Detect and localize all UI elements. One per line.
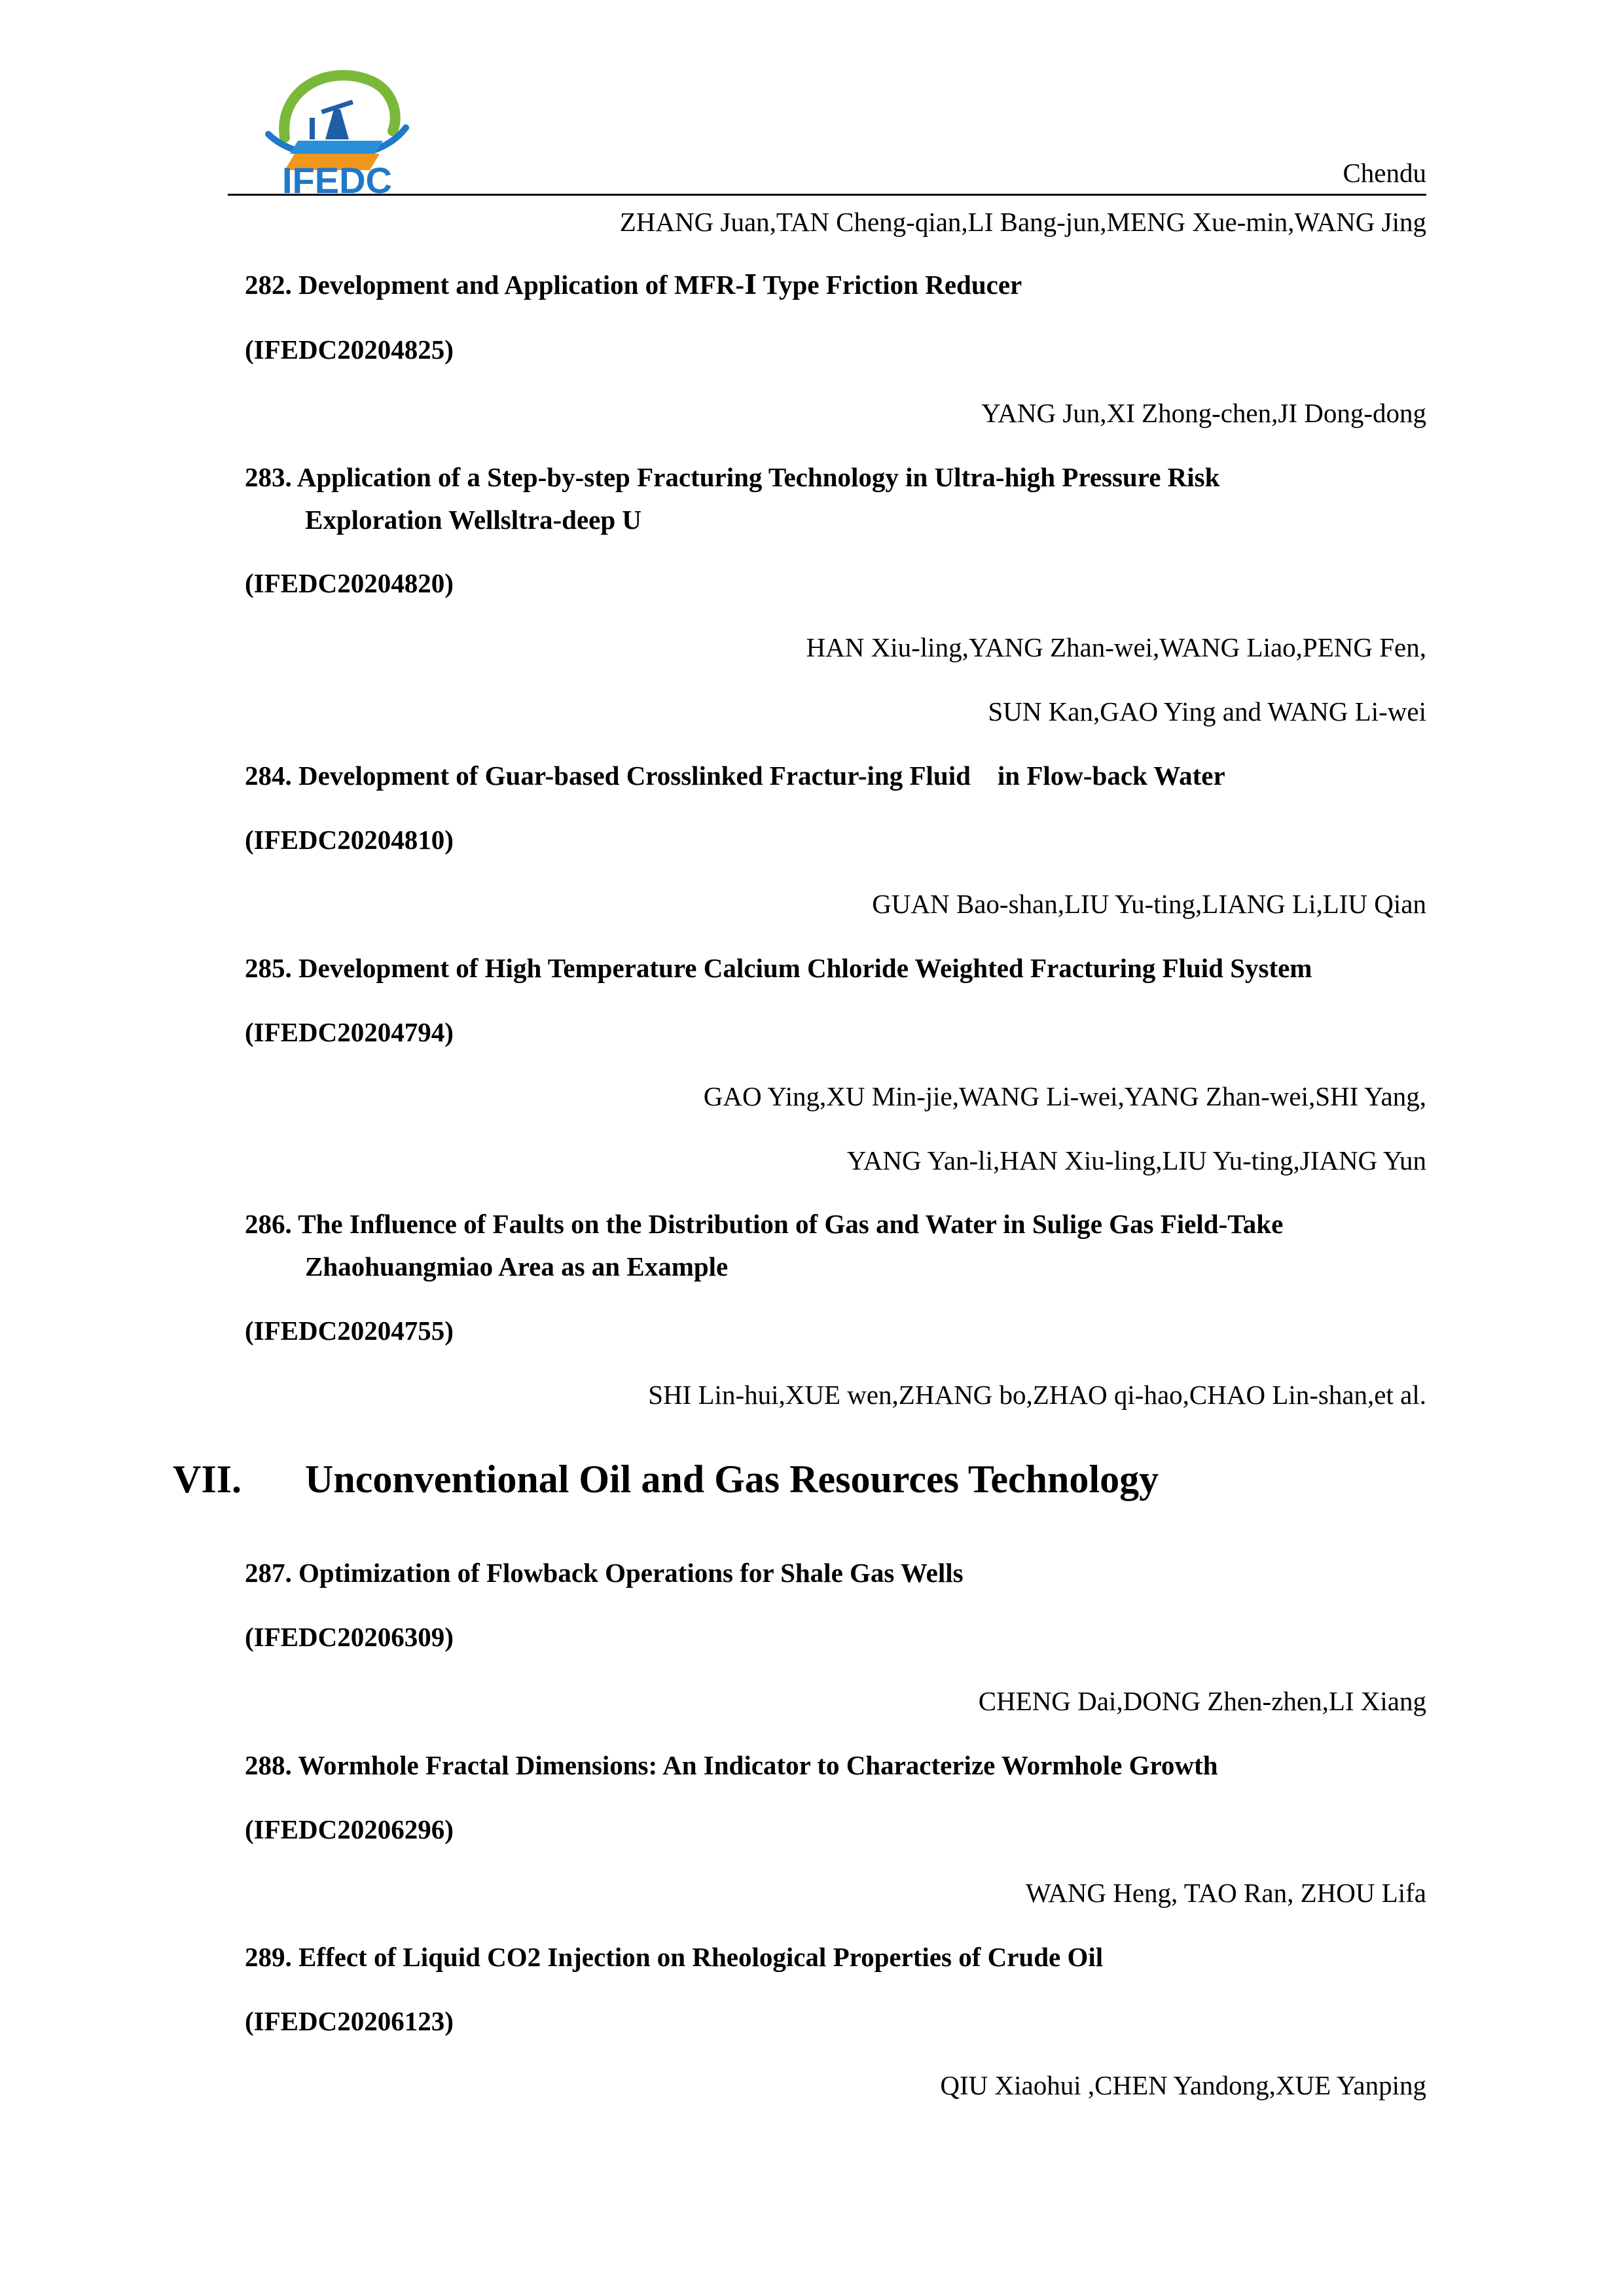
entry-authors: ZHANG Juan,TAN Cheng-qian,LI Bang-jun,MENG Xue-min,WANG Jing (619, 207, 1426, 237)
entry-code-285: (IFEDC20204794) (245, 1017, 454, 1047)
entry-authors-285: GAO Ying,XU Min-jie,WANG Li-wei,YANG Zhan-wei,SHI Yang, (703, 1081, 1426, 1111)
entry-code-284: (IFEDC20204810) (245, 825, 454, 855)
section-title: Unconventional Oil and Gas Resources Technology (305, 1458, 1159, 1501)
entry-title-287: 287. Optimization of Flowback Operations for Shale Gas Wells (245, 1558, 964, 1588)
entry-authors-288: WANG Heng, TAO Ran, ZHOU Lifa (1026, 1878, 1426, 1908)
section-number: VII. (173, 1458, 242, 1501)
entry-code-287: (IFEDC20206309) (245, 1622, 454, 1652)
entry-authors-286: SHI Lin-hui,XUE wen,ZHANG bo,ZHAO qi-hao,CHAO Lin-shan,et al. (648, 1380, 1426, 1410)
entry-title-288: 288. Wormhole Fractal Dimensions: An Indicator to Characterize Wormhole Growth (245, 1750, 1218, 1780)
entry-title-283-cont: Exploration Wellsltra-deep U (305, 505, 642, 535)
entry-authors-283-cont: SUN Kan,GAO Ying and WANG Li-wei (988, 696, 1426, 726)
entry-code-283: (IFEDC20204820) (245, 568, 454, 598)
entry-title-282: 282. Development and Application of MFR-Ⅰ Type Friction Reducer (245, 270, 1022, 300)
logo-text: IFEDC (282, 160, 392, 196)
entry-title-286: 286. The Influence of Faults on the Distribution of Gas and Water in Sulige Gas Field-Take (245, 1209, 1284, 1239)
entry-authors-285-cont: YANG Yan-li,HAN Xiu-ling,LIU Yu-ting,JIANG Yun (846, 1145, 1426, 1175)
entry-title-283: 283. Application of a Step-by-step Fracturing Technology in Ultra-high Pressure Risk (245, 462, 1220, 492)
pumpjack-icon (310, 99, 353, 139)
entry-title-286-cont: Zhaohuangmiao Area as an Example (305, 1251, 729, 1282)
entry-code-282: (IFEDC20204825) (245, 334, 454, 365)
entry-title-285: 285. Development of High Temperature Calcium Chloride Weighted Fracturing Fluid System (245, 953, 1312, 983)
ifedc-logo (259, 56, 416, 196)
entry-code-288: (IFEDC20206296) (245, 1814, 454, 1844)
header-divider (228, 194, 1426, 196)
entry-authors-283: HAN Xiu-ling,YANG Zhan-wei,WANG Liao,PENG Fen, (806, 632, 1426, 662)
logo-layer-blue (290, 141, 383, 154)
entry-authors-284: GUAN Bao-shan,LIU Yu-ting,LIANG Li,LIU Qian (872, 889, 1426, 919)
entry-title-289: 289. Effect of Liquid CO2 Injection on Rheological Properties of Crude Oil (245, 1942, 1104, 1972)
entry-authors-282: YANG Jun,XI Zhong-chen,JI Dong-dong (981, 398, 1426, 428)
entry-authors-289: QIU Xiaohui ,CHEN Yandong,XUE Yanping (940, 2070, 1426, 2100)
entry-code-289: (IFEDC20206123) (245, 2006, 454, 2036)
entry-authors-287: CHENG Dai,DONG Zhen-zhen,LI Xiang (978, 1686, 1426, 1716)
entry-title-284: 284. Development of Guar-based Crosslinked Fractur-ing Fluid in Flow-back Water (245, 761, 1225, 791)
entry-code-286: (IFEDC20204755) (245, 1316, 454, 1346)
header-location: Chendu (1343, 158, 1426, 188)
